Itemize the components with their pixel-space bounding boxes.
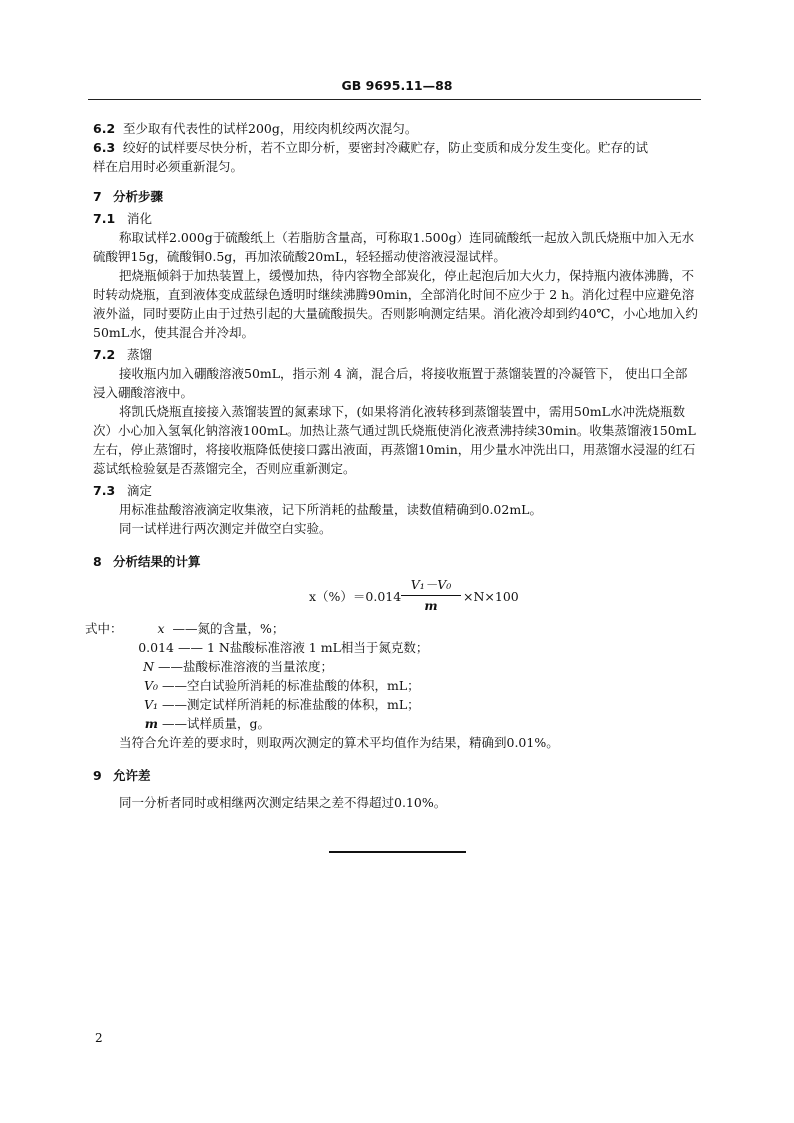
section-7-heading (93, 187, 699, 206)
section-title: 分析结果的计算 (113, 554, 201, 569)
subsection-title: 滴定 (127, 483, 153, 498)
variable-desc: ——空白试验所消耗的标准盐酸的体积，mL； (162, 678, 420, 693)
where-label: 式中： (85, 621, 123, 636)
subsection-7-1-heading (93, 209, 699, 228)
formula-lhs: x（%）＝0.014 (309, 589, 402, 604)
paragraph: 同一分析者同时或相继两次测定结果之差不得超过0.10%。 (119, 795, 447, 810)
section-number: 7 (93, 189, 102, 204)
variable-row (85, 657, 699, 676)
variable-row (85, 638, 699, 657)
document-body (85, 119, 699, 812)
paragraph: 用标准盐酸溶液滴定收集液，记下所消耗的盐酸量，读数值精确到0.02mL。 (119, 502, 542, 517)
subsection-7-3-heading (93, 481, 699, 500)
subsection-number: 7.3 (93, 483, 116, 498)
variable-row (85, 695, 699, 714)
subsection-7-2-heading (93, 345, 699, 364)
subsection-title: 蒸馏 (127, 347, 153, 362)
section-number: 8 (93, 554, 102, 569)
paragraph: 同一试样进行两次测定并做空白实验。 (119, 521, 332, 536)
variable-desc: ——测定试样所消耗的标准盐酸的体积，mL； (162, 697, 420, 712)
formula-fraction (401, 575, 461, 615)
variable-row (85, 676, 699, 695)
formula-numerator: V₁－V₀ (401, 575, 461, 596)
subsection-title: 消化 (127, 211, 153, 226)
formula-rhs: ×N×100 (463, 589, 519, 604)
variable-desc: ——氮的含量，%； (172, 621, 285, 636)
variable-symbol: 0.014 (138, 640, 174, 655)
variable-symbol: m (144, 716, 158, 731)
variable-symbol: N (143, 659, 154, 674)
page-number: 2 (95, 1031, 103, 1045)
section-9-heading (93, 766, 699, 785)
end-rule (329, 851, 466, 853)
variable-list (85, 619, 699, 733)
section-8-heading (93, 552, 699, 571)
paragraph: 把烧瓶倾斜于加热装置上，缓慢加热，待内容物全部炭化，停止起泡后加大火力，保持瓶内液体沸腾，不时转动烧瓶，直到液体变成蓝绿色透明时继续沸腾90min，全部消化时间不应少于 2 h。消化过程中应避免溶液外溢，同时要防止由于过热引起的大量硫酸损失。否则影响测定结果。消化液冷却到约40℃，小心地加入约50mL水，使其混合并冷却。 (93, 268, 698, 340)
variable-row (85, 714, 699, 733)
clause-6-3 (93, 138, 699, 157)
variable-row (85, 619, 699, 638)
paragraph: 称取试样2.000g于硫酸纸上（若脂肪含量高，可称取1.500g）连同硫酸纸一起放入凯氏烧瓶中加入无水硫酸钾15g，硫酸铜0.5g，再加浓硫酸20mL，轻轻摇动使溶液浸湿试样。 (93, 230, 695, 264)
section-title: 分析步骤 (113, 189, 164, 204)
variable-desc: —— 1 N盐酸标准溶液 1 mL相当于氮克数； (178, 640, 429, 655)
paragraph: 将凯氏烧瓶直接接入蒸馏装置的氮素球下，(如果将消化液转移到蒸馏装置中，需用50mL水冲洗烧瓶数次）小心加入氢氧化钠溶液100mL。加热让蒸气通过凯氏烧瓶使消化液煮沸持续30min。收集蒸馏液150mL左右，停止蒸馏时，将接收瓶降低使接口露出液面，再蒸馏10min，用少量水冲洗出口，用蒸馏水浸湿的红石蕊试纸检验氨是否蒸馏完全，否则应重新测定。 (93, 404, 696, 476)
subsection-number: 7.2 (93, 347, 116, 362)
clause-number: 6.3 (93, 140, 116, 155)
variable-symbol: x (157, 621, 165, 636)
clause-number: 6.2 (93, 121, 116, 136)
variable-symbol: V₀ (143, 678, 158, 693)
section-number: 9 (93, 768, 102, 783)
subsection-number: 7.1 (93, 211, 116, 226)
formula (93, 575, 699, 619)
clause-6-2 (93, 119, 699, 138)
formula-denominator: m (424, 598, 438, 613)
paragraph: 接收瓶内加入硼酸溶液50mL，指示剂 4 滴，混合后，将接收瓶置于蒸馏装置的冷凝管下， 使出口全部浸入硼酸溶液中。 (93, 366, 688, 400)
variable-symbol: V₁ (143, 697, 158, 712)
variable-desc: ——试样质量，g。 (162, 716, 271, 731)
clause-text: 绞好的试样要尽快分析，若不立即分析，要密封冷藏贮存，防止变质和成分发生变化。贮存的试 (123, 140, 649, 155)
variable-desc: ——盐酸标准溶液的当量浓度； (158, 659, 334, 674)
clause-text: 至少取有代表性的试样200g，用绞肉机绞两次混匀。 (123, 121, 418, 136)
header-rule (88, 99, 701, 100)
paragraph: 当符合允许差的要求时，则取两次测定的算术平均值作为结果，精确到0.01%。 (119, 735, 559, 750)
section-title: 允许差 (113, 768, 151, 783)
page-header: GB 9695.11—88 (341, 78, 453, 93)
clause-6-3-cont: 样在启用时必须重新混匀。 (93, 159, 244, 174)
